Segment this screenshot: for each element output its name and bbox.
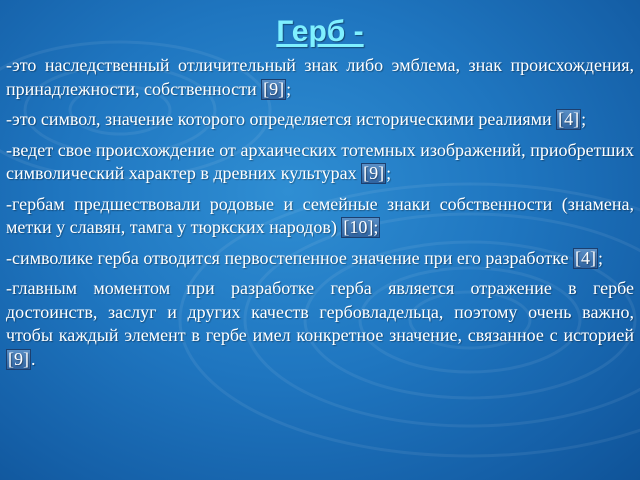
definition-paragraph: [6, 193, 634, 240]
paragraph-tail: ;: [386, 163, 392, 183]
definition-paragraph: [6, 54, 634, 101]
paragraph-tail: ;: [598, 247, 604, 268]
definition-paragraph: [6, 139, 634, 186]
slide-title: Герб -: [276, 15, 364, 48]
citation-ref: [9]: [263, 78, 285, 99]
citation-ref: [10];: [343, 217, 379, 237]
paragraph-text: -гербам предшествовали родовые и семейные знаки собственности (знамена, метки у славян, тамга у тюркских народов): [6, 193, 634, 237]
definition-paragraph: [6, 108, 634, 132]
citation-ref: [4]: [558, 109, 580, 129]
paragraph-tail: .: [31, 348, 36, 369]
paragraph-text: -символике герба отводится первостепенное значение при его разработке: [6, 247, 574, 268]
paragraph-text: -это наследственный отличительный знак либо эмблема, знак происхождения, принадлежности, собственности: [6, 55, 634, 99]
definition-paragraph: [6, 277, 634, 371]
definition-paragraph: [6, 247, 634, 271]
paragraph-tail: ;: [581, 109, 587, 129]
paragraph-text: -ведет свое происхождение от архаических тотемных изображений, приобретших символический характер в древних культурах: [6, 139, 634, 183]
paragraph-text: -это символ, значение которого определяется историческими реалиями: [6, 109, 557, 129]
citation-ref: [9]: [363, 163, 385, 183]
paragraph-tail: ;: [286, 78, 292, 99]
citation-ref: [4]: [575, 247, 597, 268]
citation-ref: [9]: [8, 348, 29, 369]
paragraph-text: -главным моментом при разработке герба является отражение в гербе достоинств, заслуг и других качеств гербовладельца, поэтому очень важно, чтобы каждый элемент в гербе имел конкретное значение, связанное с историей: [6, 278, 634, 345]
